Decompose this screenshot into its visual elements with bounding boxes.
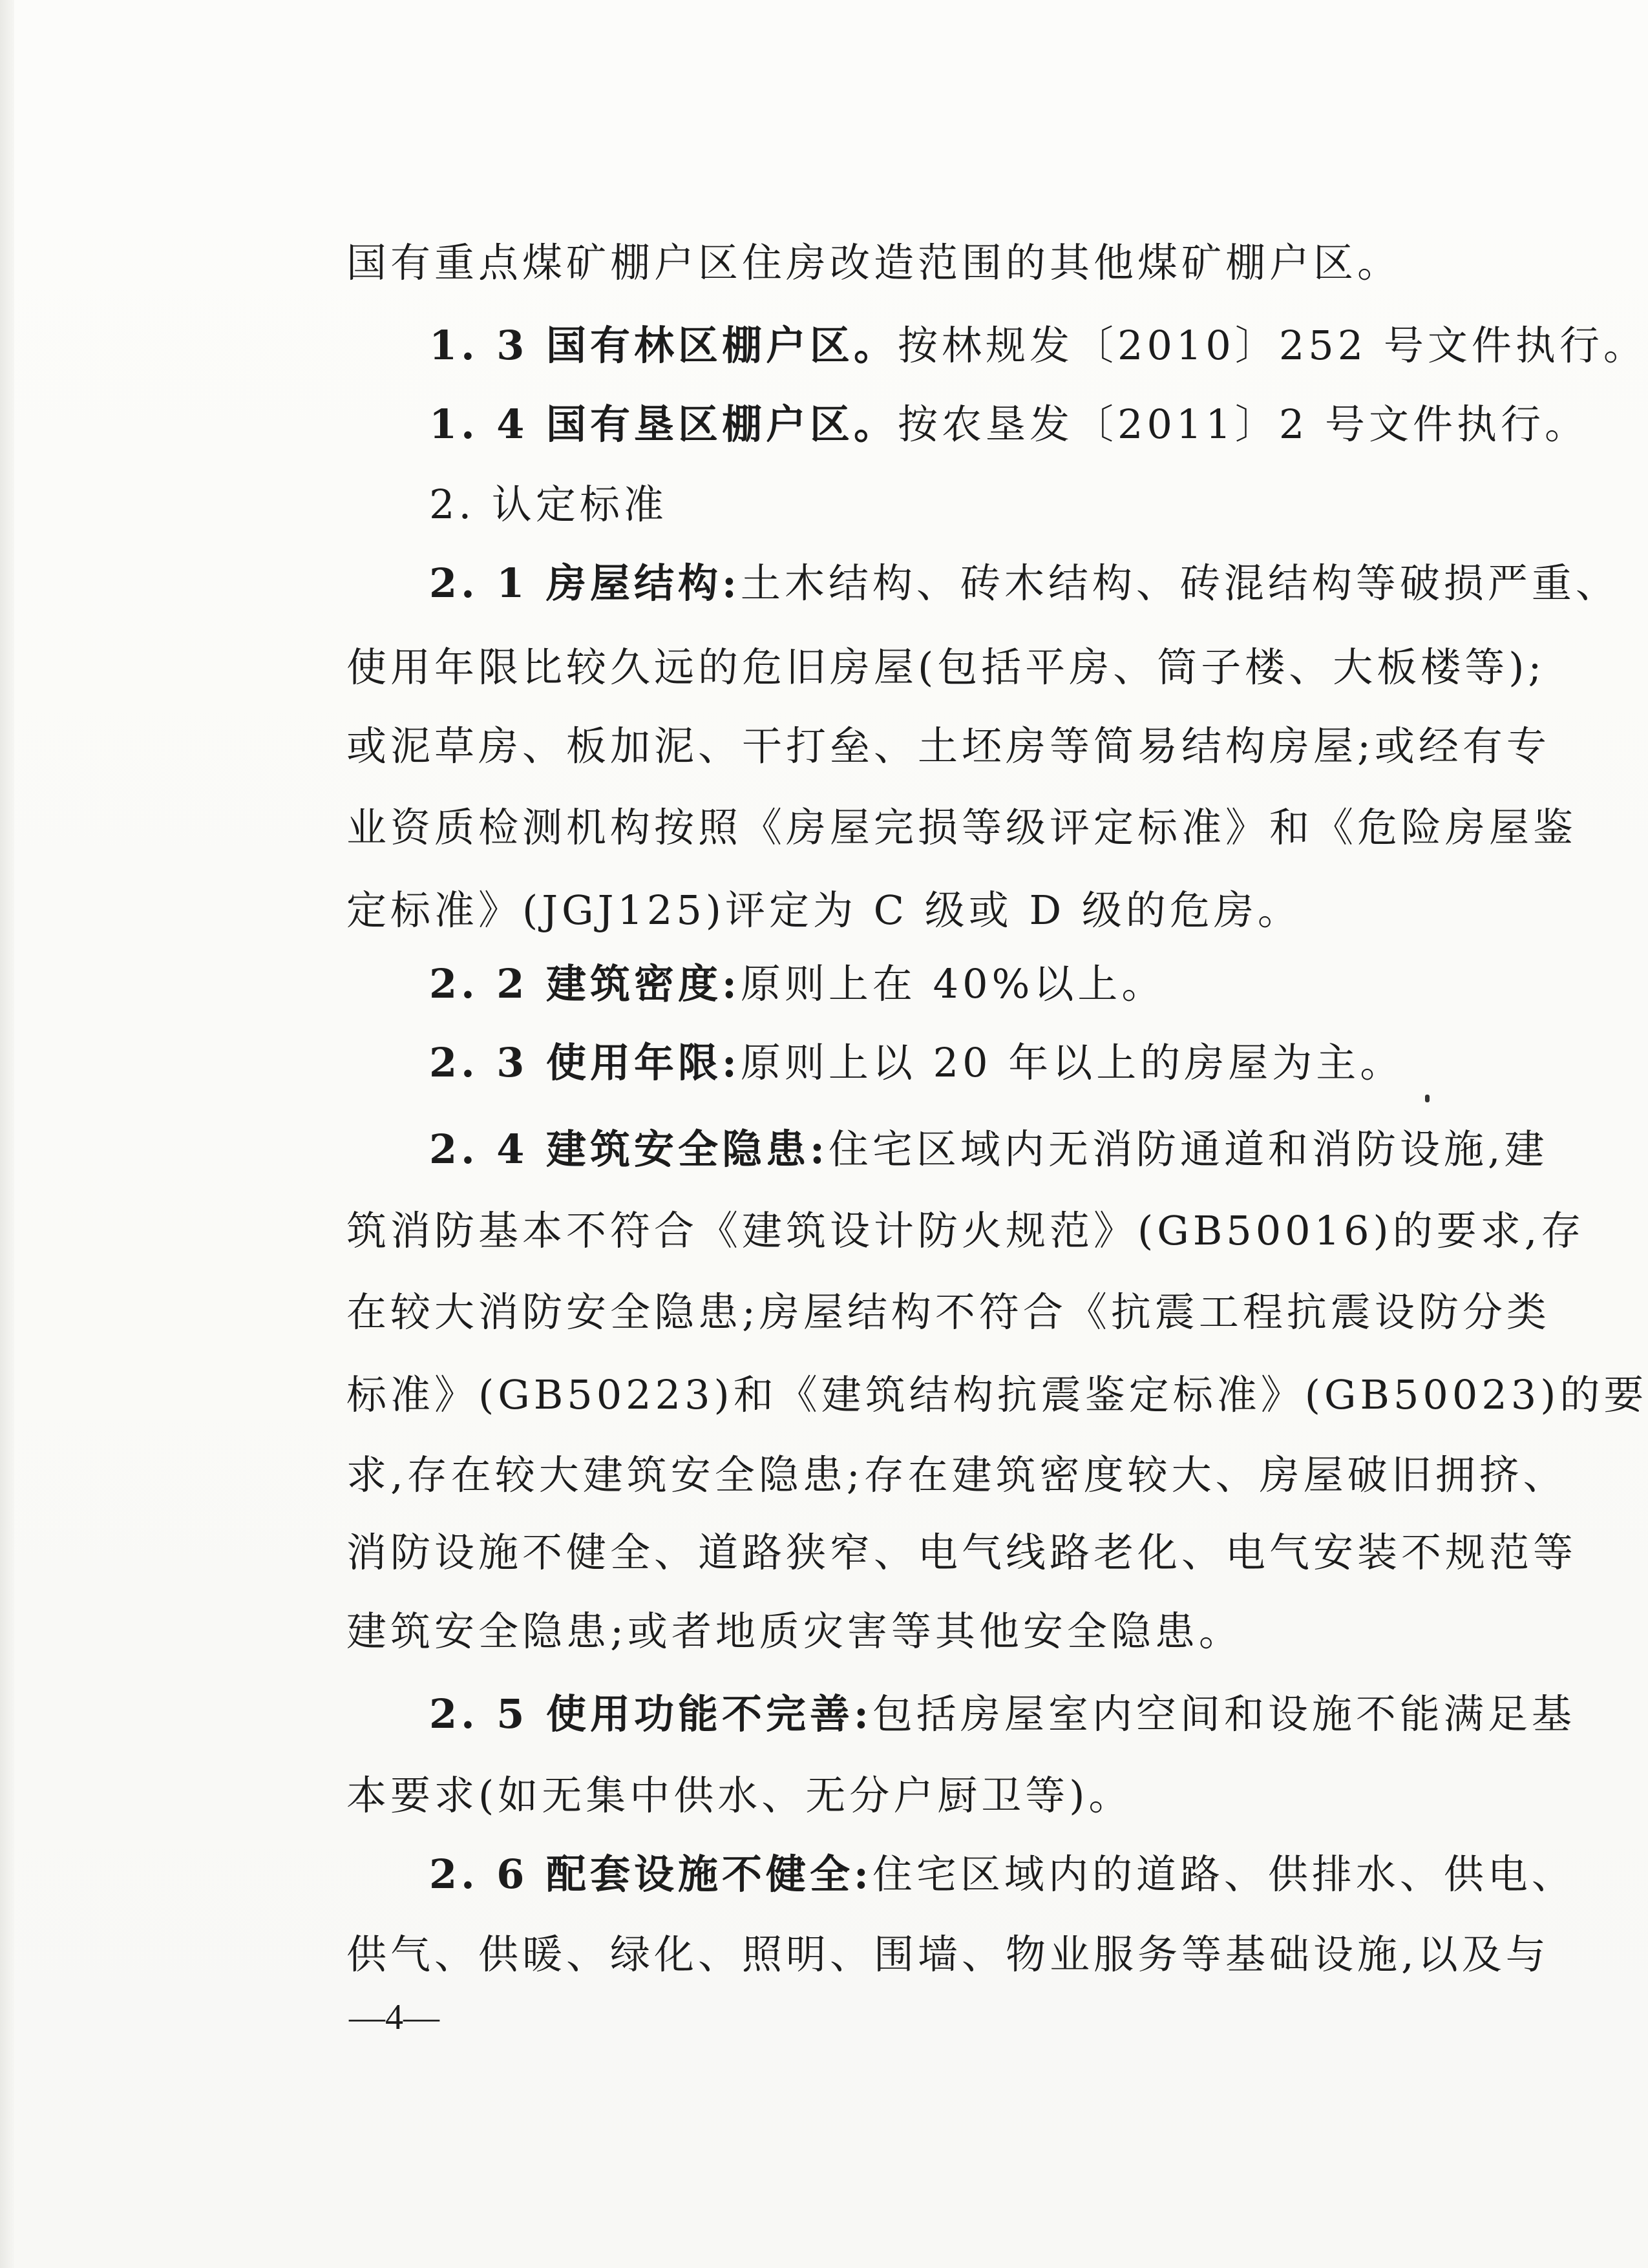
section-heading: 2. 1 房屋结构: <box>429 560 741 607</box>
section-2-4 <box>429 1108 1548 1192</box>
section-body: 按农垦发〔2011〕2 号文件执行。 <box>898 401 1589 448</box>
section-body: 住宅区域内的道路、供排水、供电、 <box>872 1851 1576 1898</box>
section-body: 原则上在 40%以上。 <box>740 960 1166 1007</box>
text-line: 定标准》(JGJ125)评定为 C 级或 D 级的危房。 <box>346 887 1302 934</box>
section-heading: 2. 5 使用功能不完善: <box>429 1690 872 1738</box>
scan-speck <box>1425 1095 1430 1102</box>
text-line: 消防设施不健全、道路狭窄、电气线路老化、电气安装不规范等 <box>346 1529 1578 1576</box>
section-body: 原则上以 20 年以上的房屋为主。 <box>740 1039 1404 1086</box>
section-heading: 2. 2 建筑密度: <box>429 960 741 1007</box>
text-line: 建筑安全隐患;或者地质灾害等其他安全隐患。 <box>346 1608 1243 1655</box>
section-heading: 2. 6 配套设施不健全: <box>429 1851 872 1898</box>
section-heading: 2. 4 建筑安全隐患: <box>429 1126 829 1173</box>
section-heading: 2. 3 使用年限: <box>429 1039 741 1086</box>
section-body: 住宅区域内无消防通道和消防设施,建 <box>828 1126 1548 1173</box>
text-line: 筑消防基本不符合《建筑设计防火规范》(GB50016)的要求,存 <box>346 1207 1585 1254</box>
page-number: —4— <box>349 1997 439 2037</box>
section-2-6 <box>429 1832 1576 1916</box>
text-line: 或泥草房、板加泥、干打垒、土坯房等简易结构房屋;或经有专 <box>346 722 1550 770</box>
section-body: 土木结构、砖木结构、砖混结构等破损严重、 <box>740 560 1620 607</box>
text-line: 使用年限比较久远的危旧房屋(包括平房、筒子楼、大板楼等); <box>346 644 1546 691</box>
section-1-4 <box>429 383 1589 467</box>
section-body: 包括房屋室内空间和设施不能满足基 <box>872 1690 1576 1738</box>
text-line: 业资质检测机构按照《房屋完损等级评定标准》和《危险房屋鉴 <box>346 804 1578 851</box>
section-2-3 <box>429 1021 1529 1105</box>
section-heading: 1. 3 国有林区棚户区。 <box>429 322 898 369</box>
section-2-5 <box>429 1672 1576 1756</box>
text-line: 标准》(GB50223)和《建筑结构抗震鉴定标准》(GB50023)的要 <box>346 1371 1648 1418</box>
section-2-1 <box>429 541 1620 625</box>
section-2-heading: 2. 认定标准 <box>429 481 668 528</box>
text-line: 供气、供暖、绿化、照明、围墙、物业服务等基础设施,以及与 <box>346 1931 1550 1978</box>
section-body: 按林规发〔2010〕252 号文件执行。 <box>898 322 1647 369</box>
text-line: 国有重点煤矿棚户区住房改造范围的其他煤矿棚户区。 <box>346 239 1402 286</box>
section-2-2 <box>429 942 1529 1026</box>
section-heading: 1. 4 国有垦区棚户区。 <box>429 401 898 448</box>
section-1-3 <box>429 304 1647 388</box>
text-line: 求,存在较大建筑安全隐患;存在建筑密度较大、房屋破旧拥挤、 <box>346 1451 1567 1498</box>
scan-edge <box>0 0 14 2268</box>
text-line: 在较大消防安全隐患;房屋结构不符合《抗震工程抗震设防分类 <box>346 1288 1550 1336</box>
text-line: 本要求(如无集中供水、无分户厨卫等)。 <box>346 1772 1133 1819</box>
